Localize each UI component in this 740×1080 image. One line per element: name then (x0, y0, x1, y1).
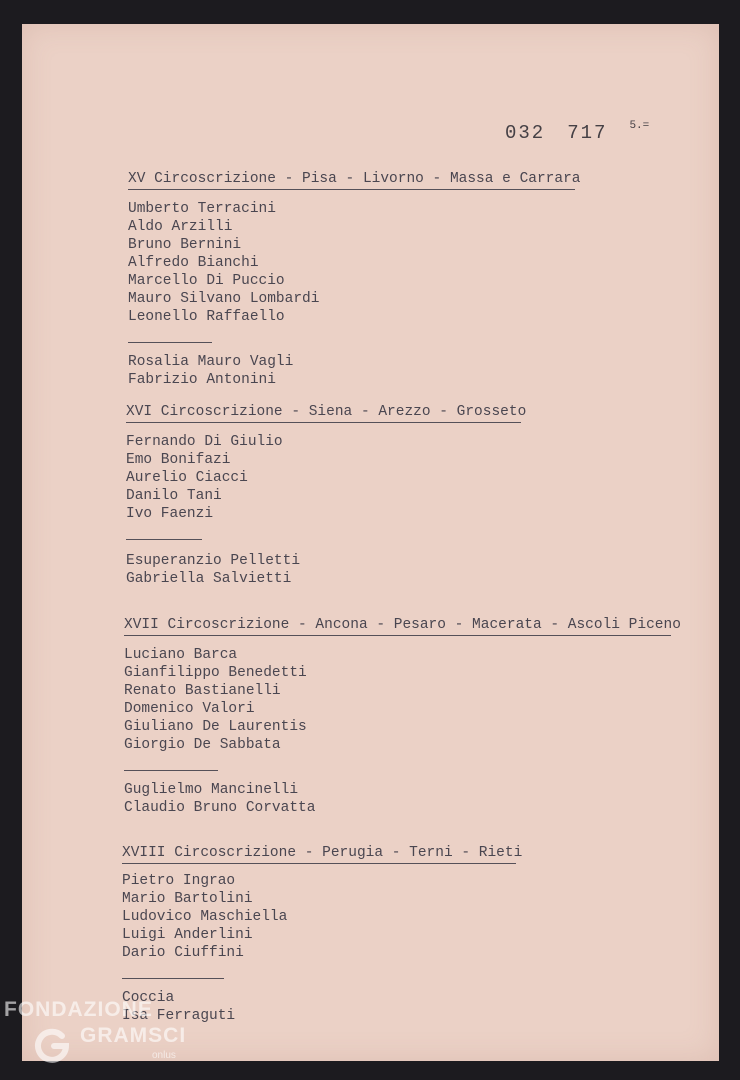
list-item: Domenico Valori (124, 701, 255, 717)
section-heading: XV Circoscrizione - Pisa - Livorno - Massa e Carrara (128, 171, 575, 190)
list-item: Ivo Faenzi (126, 506, 214, 522)
candidate-list (128, 200, 575, 326)
list-item: Luciano Barca (124, 647, 238, 663)
list-item: Giorgio De Sabbata (124, 737, 281, 753)
list-item: Fabrizio Antonini (128, 372, 276, 388)
list-item: Claudio Bruno Corvatta (124, 800, 316, 816)
list-item: Alfredo Bianchi (128, 255, 259, 271)
candidate-list (124, 646, 671, 754)
list-item: Mauro Silvano Lombardi (128, 291, 320, 307)
list-item: Aldo Arzilli (128, 219, 233, 235)
separator-rule (124, 770, 218, 771)
section-xvi (126, 404, 527, 588)
candidate-list (122, 872, 516, 962)
doc-number-part2: 717 (567, 122, 608, 144)
list-item: Bruno Bernini (128, 237, 242, 253)
list-item: Leonello Raffaello (128, 309, 285, 325)
watermark-line2: GRAMSCI (80, 1024, 187, 1047)
list-item: Luigi Anderlini (122, 927, 253, 943)
archive-watermark (4, 998, 204, 1078)
list-item: Guglielmo Mancinelli (124, 782, 299, 798)
separator-rule (122, 978, 224, 979)
list-item: Ludovico Maschiella (122, 909, 288, 925)
additional-list (128, 353, 575, 389)
section-heading: XVIII Circoscrizione - Perugia - Terni - Rieti (122, 845, 516, 864)
list-item: Emo Bonifazi (126, 452, 231, 468)
doc-number-suffix: 5.= (629, 120, 650, 132)
list-item: Mario Bartolini (122, 891, 253, 907)
separator-rule (128, 342, 212, 343)
doc-number-part1: 032 (505, 122, 546, 144)
additional-list (124, 781, 671, 817)
list-item: Coccia (122, 990, 175, 1006)
list-item: Umberto Terracini (128, 201, 276, 217)
list-item: Dario Ciuffini (122, 945, 244, 961)
additional-list (126, 552, 521, 588)
list-item: Danilo Tani (126, 488, 222, 504)
list-item: Esuperanzio Pelletti (126, 553, 301, 569)
list-item: Gabriella Salvietti (126, 571, 292, 587)
list-item: Marcello Di Puccio (128, 273, 285, 289)
list-item: Giuliano De Laurentis (124, 719, 307, 735)
section-xvii (124, 617, 681, 817)
list-item: Renato Bastianelli (124, 683, 281, 699)
list-item: Fernando Di Giulio (126, 434, 283, 450)
list-item: Gianfilippo Benedetti (124, 665, 307, 681)
section-xv (128, 171, 581, 389)
section-heading: XVII Circoscrizione - Ancona - Pesaro - Macerata - Ascoli Piceno (124, 617, 671, 636)
watermark-line3: onlus (152, 1050, 176, 1061)
document-number (505, 122, 649, 144)
separator-rule (126, 539, 202, 540)
list-item: Rosalia Mauro Vagli (128, 354, 294, 370)
watermark-ring-icon (32, 1024, 72, 1064)
list-item: Aurelio Ciacci (126, 470, 248, 486)
list-item: Isa Ferraguti (122, 1008, 236, 1024)
list-item: Pietro Ingrao (122, 873, 236, 889)
candidate-list (126, 433, 521, 523)
section-heading: XVI Circoscrizione - Siena - Arezzo - Grosseto (126, 404, 521, 423)
watermark-line1: FONDAZIONE (4, 998, 153, 1021)
